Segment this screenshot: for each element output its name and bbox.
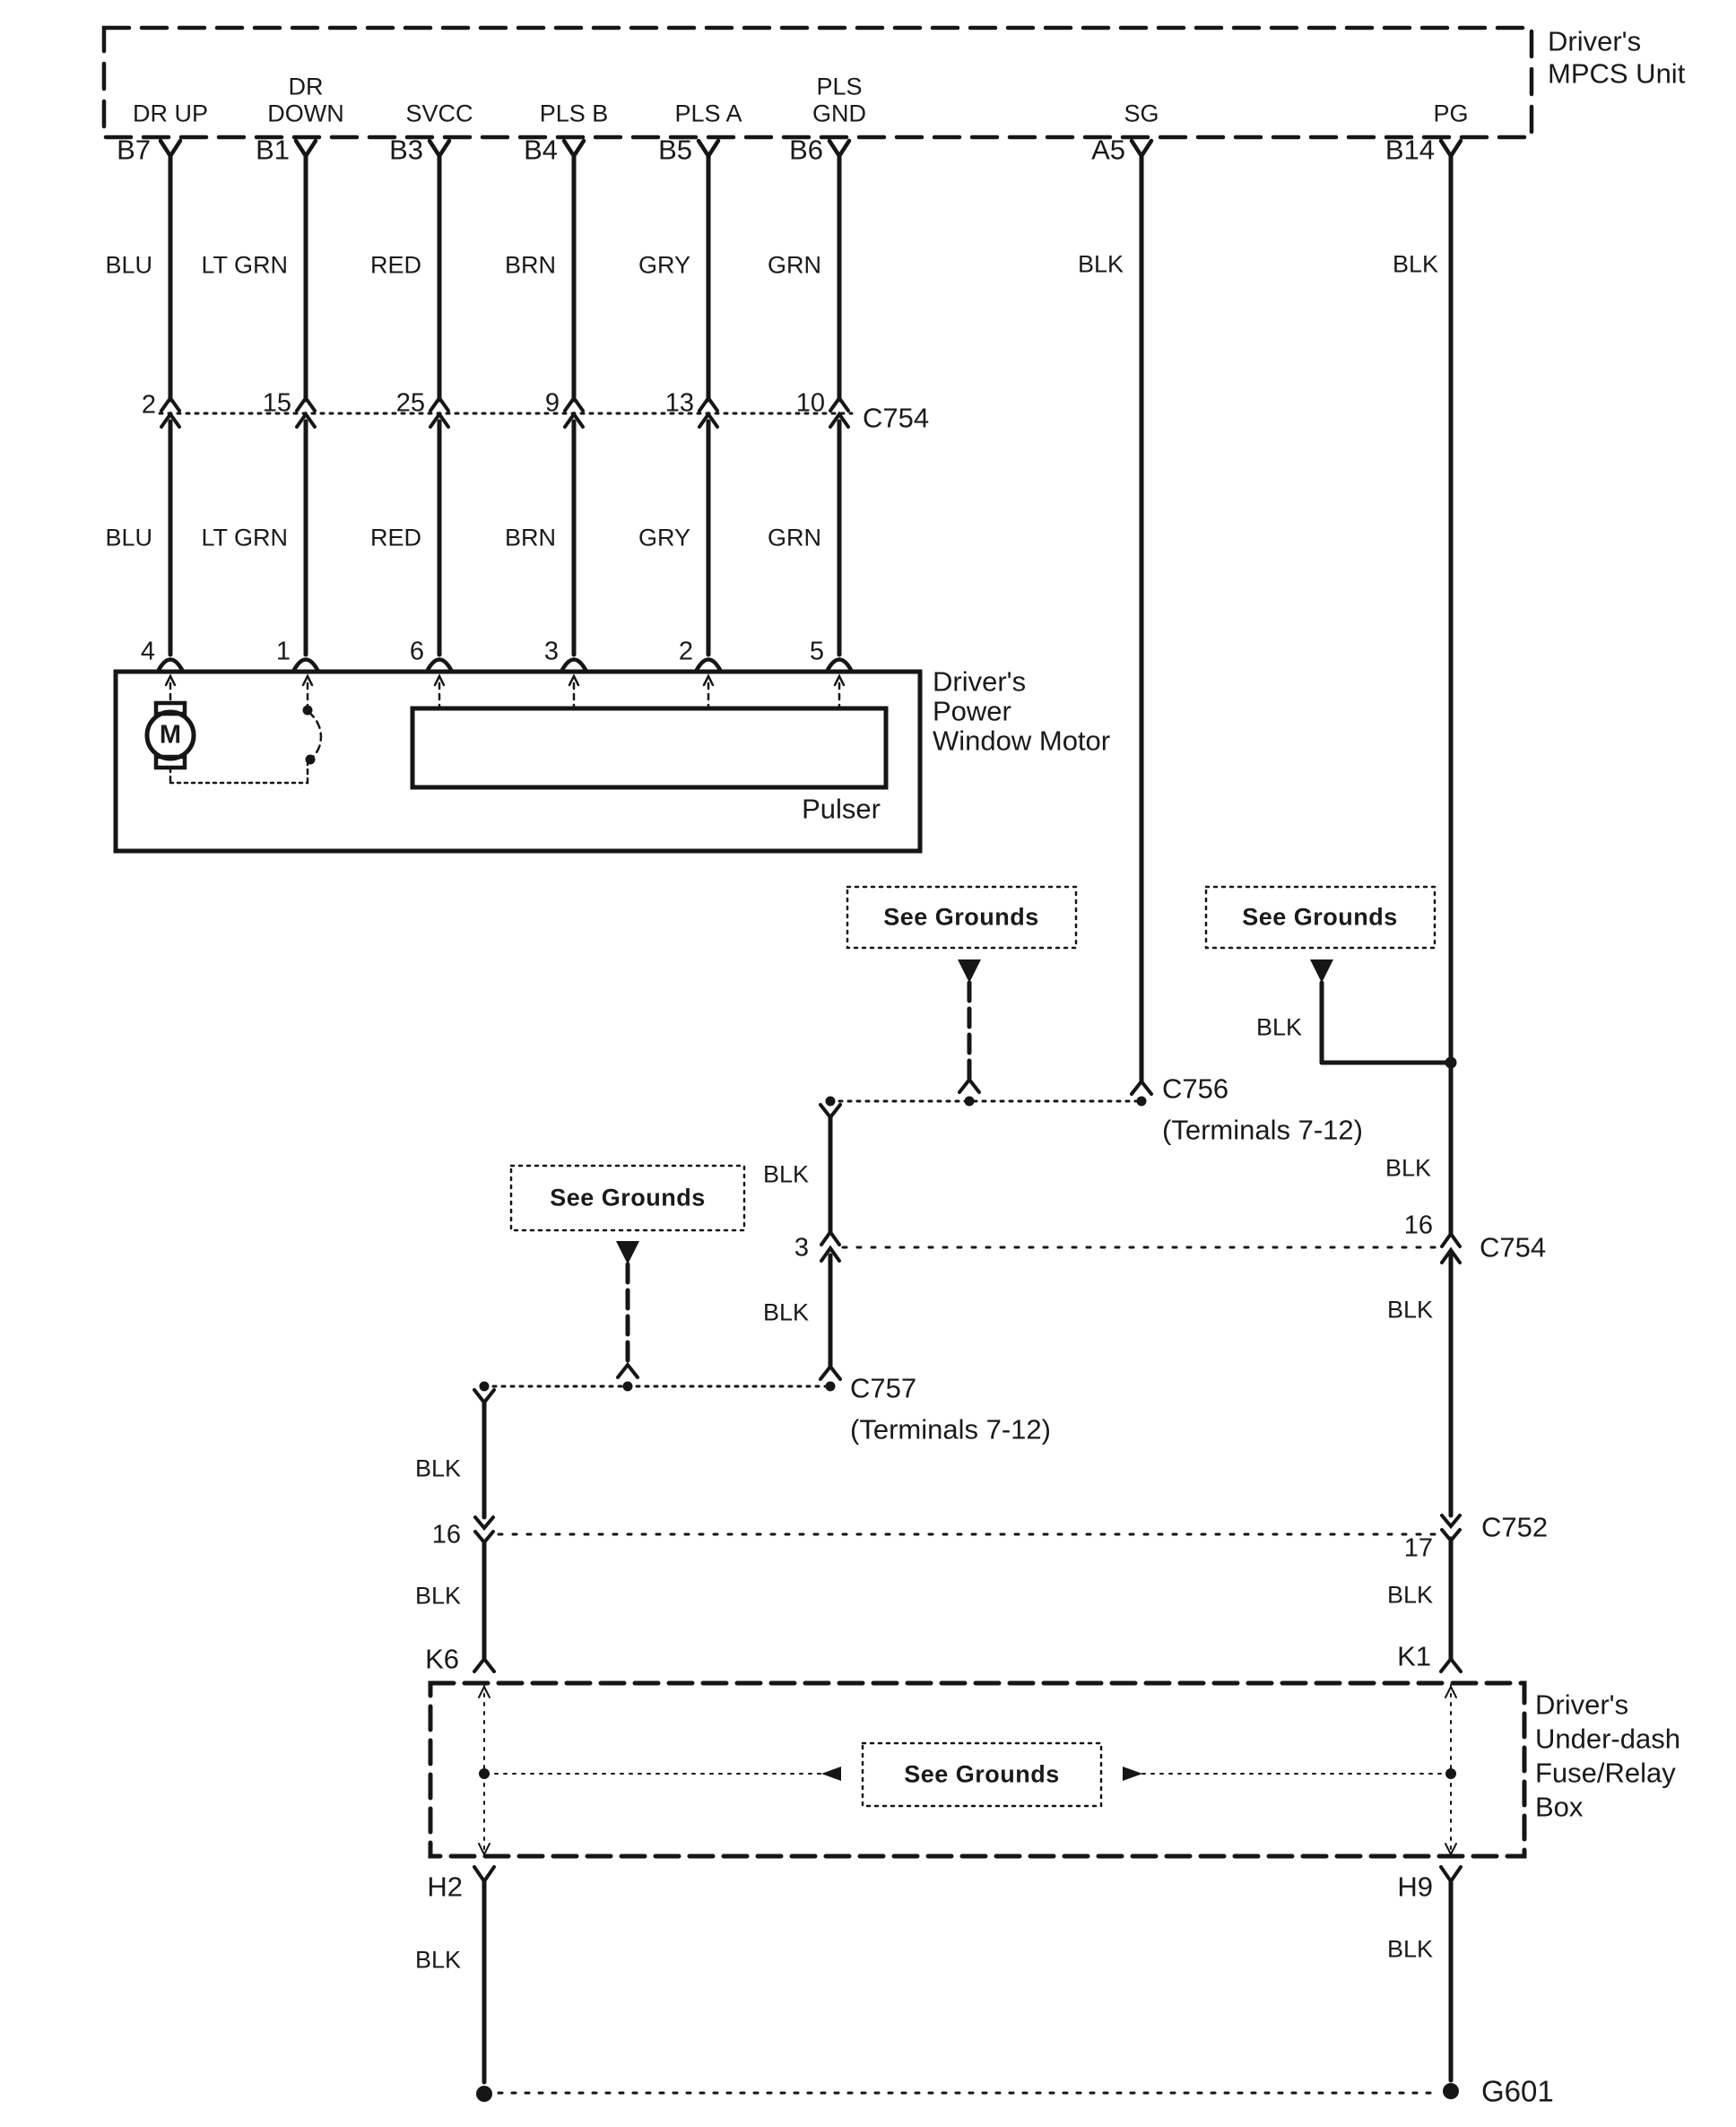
wire-color-blk-right-1: BLK <box>1384 1154 1431 1182</box>
c757-sub-label: (Terminals 7-12) <box>850 1413 1051 1445</box>
c754-pin-10: 10 <box>795 388 825 418</box>
signal-dr-up: DR UP <box>132 100 209 127</box>
c754-pin-25: 25 <box>395 388 425 418</box>
pin-b6: B6 <box>789 134 823 166</box>
wire-color-blk-left-2: BLK <box>414 1582 461 1610</box>
pin-b3: B3 <box>389 134 423 166</box>
c752-label: C752 <box>1481 1511 1549 1543</box>
signal-sg: SG <box>1124 100 1159 127</box>
wire-color-red-2: RED <box>369 524 421 551</box>
motor-label-line1: Driver's <box>933 665 1027 698</box>
c754-mid-label: C754 <box>1480 1231 1547 1263</box>
g601-label: G601 <box>1481 2074 1554 2108</box>
motor-box <box>116 672 920 851</box>
c757-junction <box>480 1382 831 1392</box>
motor-pin-2: 2 <box>678 637 693 666</box>
see-grounds-label-left: See Grounds <box>550 1184 706 1211</box>
wire-color-blk-h9: BLK <box>1386 1935 1433 1963</box>
signal-down: DOWN <box>267 100 344 127</box>
wire-color-blk-sg: BLK <box>1077 250 1124 278</box>
wire-color-blk-midleft-1: BLK <box>762 1160 809 1188</box>
pulser-box <box>412 708 886 787</box>
signal-pls-a: PLS A <box>674 100 742 127</box>
c756-junction <box>826 1097 1147 1107</box>
wire-bottom-right <box>1441 1867 1461 2099</box>
wire-color-ltgrn-1: LT GRN <box>201 251 288 279</box>
wire-color-brn-1: BRN <box>504 251 556 279</box>
motor-pin-3: 3 <box>543 637 559 666</box>
wire-color-blk-left-1: BLK <box>414 1454 461 1482</box>
pin-b5: B5 <box>658 134 692 166</box>
wire-left-chain <box>474 1390 494 1671</box>
fusebox-title-line2: Under-dash <box>1535 1723 1680 1755</box>
fusebox-title-line1: Driver's <box>1535 1689 1629 1721</box>
motor-pin-forks <box>159 660 851 671</box>
c754-top-label: C754 <box>863 402 930 434</box>
wire-color-blk-right-3: BLK <box>1386 1581 1433 1609</box>
wire-color-grn-1: GRN <box>768 251 821 279</box>
pin-k1: K1 <box>1397 1640 1431 1672</box>
wire-color-red-1: RED <box>369 251 421 279</box>
c752-pin-16: 16 <box>431 1520 461 1550</box>
wire-bottom-left <box>474 1867 494 2102</box>
c754-pin-13: 13 <box>664 388 694 418</box>
wire-color-blk-ground: BLK <box>1255 1013 1302 1041</box>
wire-color-blk-h2: BLK <box>414 1946 461 1974</box>
wire-color-grn-2: GRN <box>768 524 821 551</box>
wire-color-blk-midleft-2: BLK <box>762 1298 809 1326</box>
signal-pls: PLS <box>816 73 863 100</box>
c754-pin-2: 2 <box>141 390 156 420</box>
c752-pin-17: 17 <box>1403 1533 1433 1563</box>
see-grounds-label-middle: See Grounds <box>883 903 1039 931</box>
motor-internal-arrows <box>166 676 844 707</box>
signal-svcc: SVCC <box>405 100 473 127</box>
signal-pls-b: PLS B <box>539 100 609 127</box>
motor-m-symbol: M <box>159 720 182 750</box>
wire-color-brn-2: BRN <box>504 524 556 551</box>
fusebox-title-line4: Box <box>1535 1791 1584 1823</box>
signal-dr: DR <box>288 73 324 100</box>
wire-color-blk-pg: BLK <box>1392 250 1438 278</box>
c756-sub-label: (Terminals 7-12) <box>1162 1114 1363 1146</box>
signal-pg: PG <box>1433 100 1469 127</box>
wire-mid-left <box>820 1105 840 1392</box>
c754-pin-3: 3 <box>794 1233 809 1263</box>
motor-pin-1: 1 <box>275 637 291 666</box>
motor-pin-5: 5 <box>809 637 824 666</box>
pin-h9: H9 <box>1397 1871 1433 1903</box>
motor-pin-6: 6 <box>409 637 424 666</box>
wire-pg <box>1441 156 1461 1671</box>
ground-arrow-right <box>1310 959 1457 1069</box>
wire-color-blk-right-2: BLK <box>1386 1296 1433 1324</box>
see-grounds-label-fusebox: See Grounds <box>904 1760 1060 1788</box>
mpcs-unit-title-line1: Driver's <box>1548 25 1642 57</box>
wire-color-ltgrn-2: LT GRN <box>201 524 288 551</box>
wire-color-gry-2: GRY <box>638 524 690 551</box>
mpcs-unit-title-line2: MPCS Unit <box>1548 57 1686 90</box>
motor-label-line2: Power <box>933 695 1011 727</box>
pin-a5: A5 <box>1091 134 1125 166</box>
c754-pin-16: 16 <box>1403 1211 1433 1240</box>
c754-pin-15: 15 <box>262 388 291 418</box>
pulser-label: Pulser <box>802 793 881 825</box>
c756-label: C756 <box>1162 1072 1229 1105</box>
wire-color-gry-1: GRY <box>638 251 690 279</box>
motor-label-line3: Window Motor <box>933 725 1111 757</box>
pin-k6: K6 <box>425 1643 459 1675</box>
motor-pin-4: 4 <box>140 637 155 666</box>
pin-b4: B4 <box>524 134 558 166</box>
pin-b1: B1 <box>256 134 290 166</box>
c754-pin-9: 9 <box>544 388 560 418</box>
c757-label: C757 <box>850 1372 917 1404</box>
wire-sg <box>1132 156 1151 1094</box>
wire-color-blu-2: BLU <box>105 524 152 551</box>
fusebox-title-line3: Fuse/Relay <box>1535 1757 1676 1789</box>
ground-arrow-middle <box>958 959 981 1092</box>
pin-h2: H2 <box>427 1871 463 1903</box>
pin-b14: B14 <box>1384 134 1435 166</box>
pin-b7: B7 <box>117 134 151 166</box>
see-grounds-label-right: See Grounds <box>1242 903 1398 931</box>
wire-color-blu-1: BLU <box>105 251 152 279</box>
ground-arrow-left <box>616 1241 639 1377</box>
signal-gnd: GND <box>812 100 866 127</box>
